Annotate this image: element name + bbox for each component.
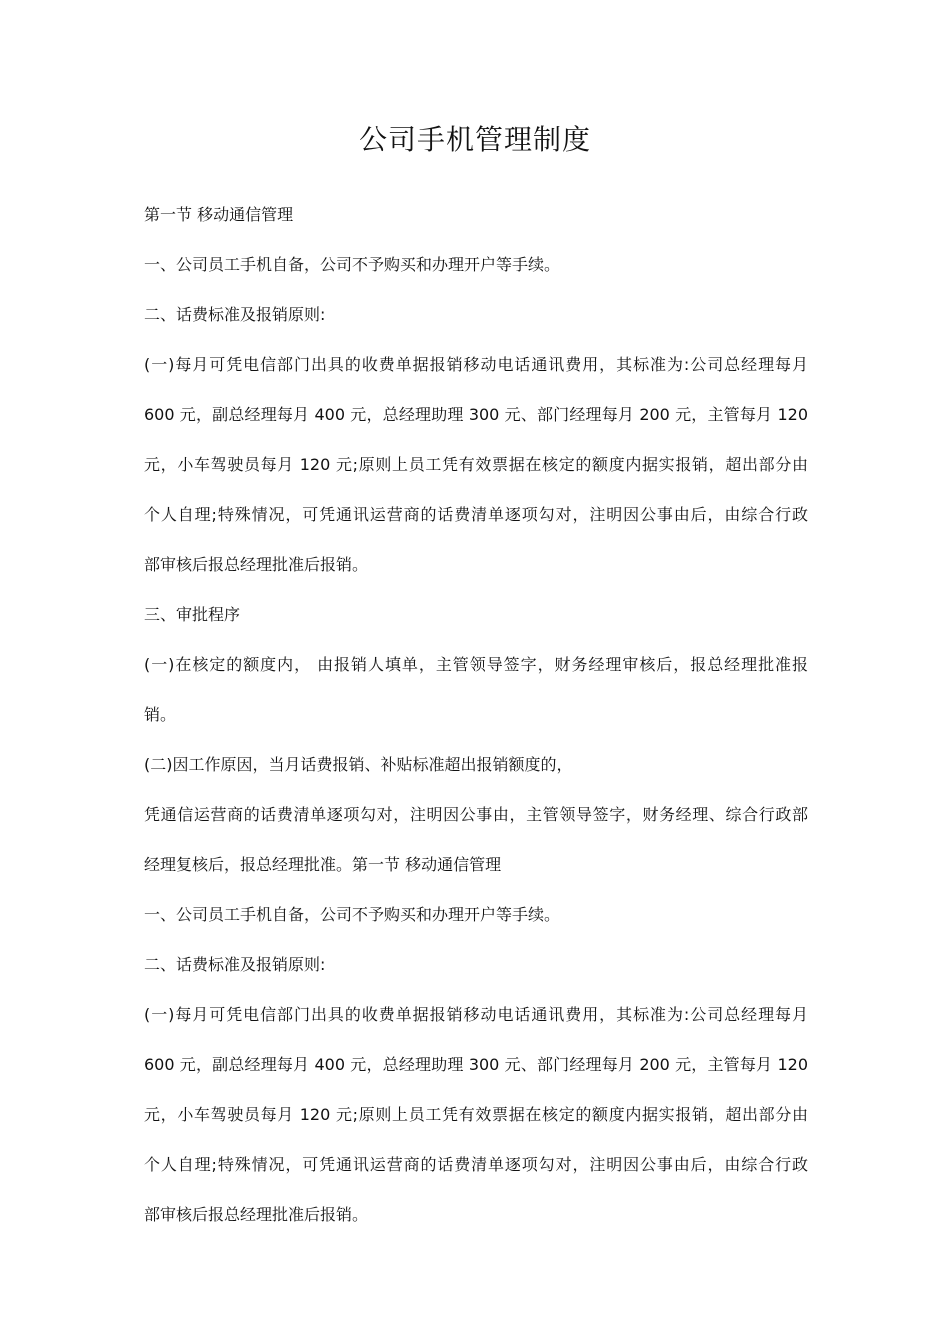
- section-heading: 三、审批程序: [144, 605, 241, 624]
- paragraph-line: 元，小车驾驶员每月 120 元;原则上员工凭有效票据在核定的额度内据实报销，超出部分由: [144, 1105, 808, 1124]
- paragraph-line: 个人自理;特殊情况，可凭通讯运营商的话费清单逐项勾对，注明因公事由后，由综合行政: [144, 1155, 808, 1174]
- document-title: 公司手机管理制度: [358, 123, 591, 156]
- paragraph-line: 一、公司员工手机自备，公司不予购买和办理开户等手续。: [144, 255, 561, 274]
- paragraph-line: 600 元，副总经理每月 400 元，总经理助理 300 元、部门经理每月 200 元，主管每月 120: [144, 1055, 808, 1074]
- paragraph-line: 销。: [144, 705, 177, 724]
- paragraph-line: 元，小车驾驶员每月 120 元;原则上员工凭有效票据在核定的额度内据实报销，超出部分由: [144, 455, 808, 474]
- paragraph-line: 部审核后报总经理批准后报销。: [144, 1205, 369, 1224]
- paragraph-line: 二、话费标准及报销原则:: [144, 955, 326, 974]
- document-body: [144, 190, 808, 1240]
- paragraph-line: 个人自理;特殊情况，可凭通讯运营商的话费清单逐项勾对，注明因公事由后，由综合行政: [144, 505, 808, 524]
- paragraph-line: (一)每月可凭电信部门出具的收费单据报销移动电话通讯费用，其标准为:公司总经理每月: [144, 1005, 808, 1024]
- paragraph-line: 600 元，副总经理每月 400 元，总经理助理 300 元、部门经理每月 200 元，主管每月 120: [144, 405, 808, 424]
- paragraph-line: 二、话费标准及报销原则:: [144, 305, 326, 324]
- paragraph-line: (二)因工作原因，当月话费报销、补贴标准超出报销额度的，: [144, 755, 573, 774]
- paragraph-line: 一、公司员工手机自备，公司不予购买和办理开户等手续。: [144, 905, 561, 924]
- paragraph-line: 经理复核后，报总经理批准。第一节 移动通信管理: [144, 855, 502, 874]
- paragraph-line: 部审核后报总经理批准后报销。: [144, 555, 369, 574]
- paragraph-line: 凭通信运营商的话费清单逐项勾对，注明因公事由，主管领导签字，财务经理、综合行政部: [144, 805, 808, 824]
- paragraph-line: (一)在核定的额度内， 由报销人填单，主管领导签字，财务经理审核后，报总经理批准报: [144, 655, 808, 674]
- paragraph-line: (一)每月可凭电信部门出具的收费单据报销移动电话通讯费用，其标准为:公司总经理每月: [144, 355, 808, 374]
- section-heading: 第一节 移动通信管理: [144, 205, 294, 224]
